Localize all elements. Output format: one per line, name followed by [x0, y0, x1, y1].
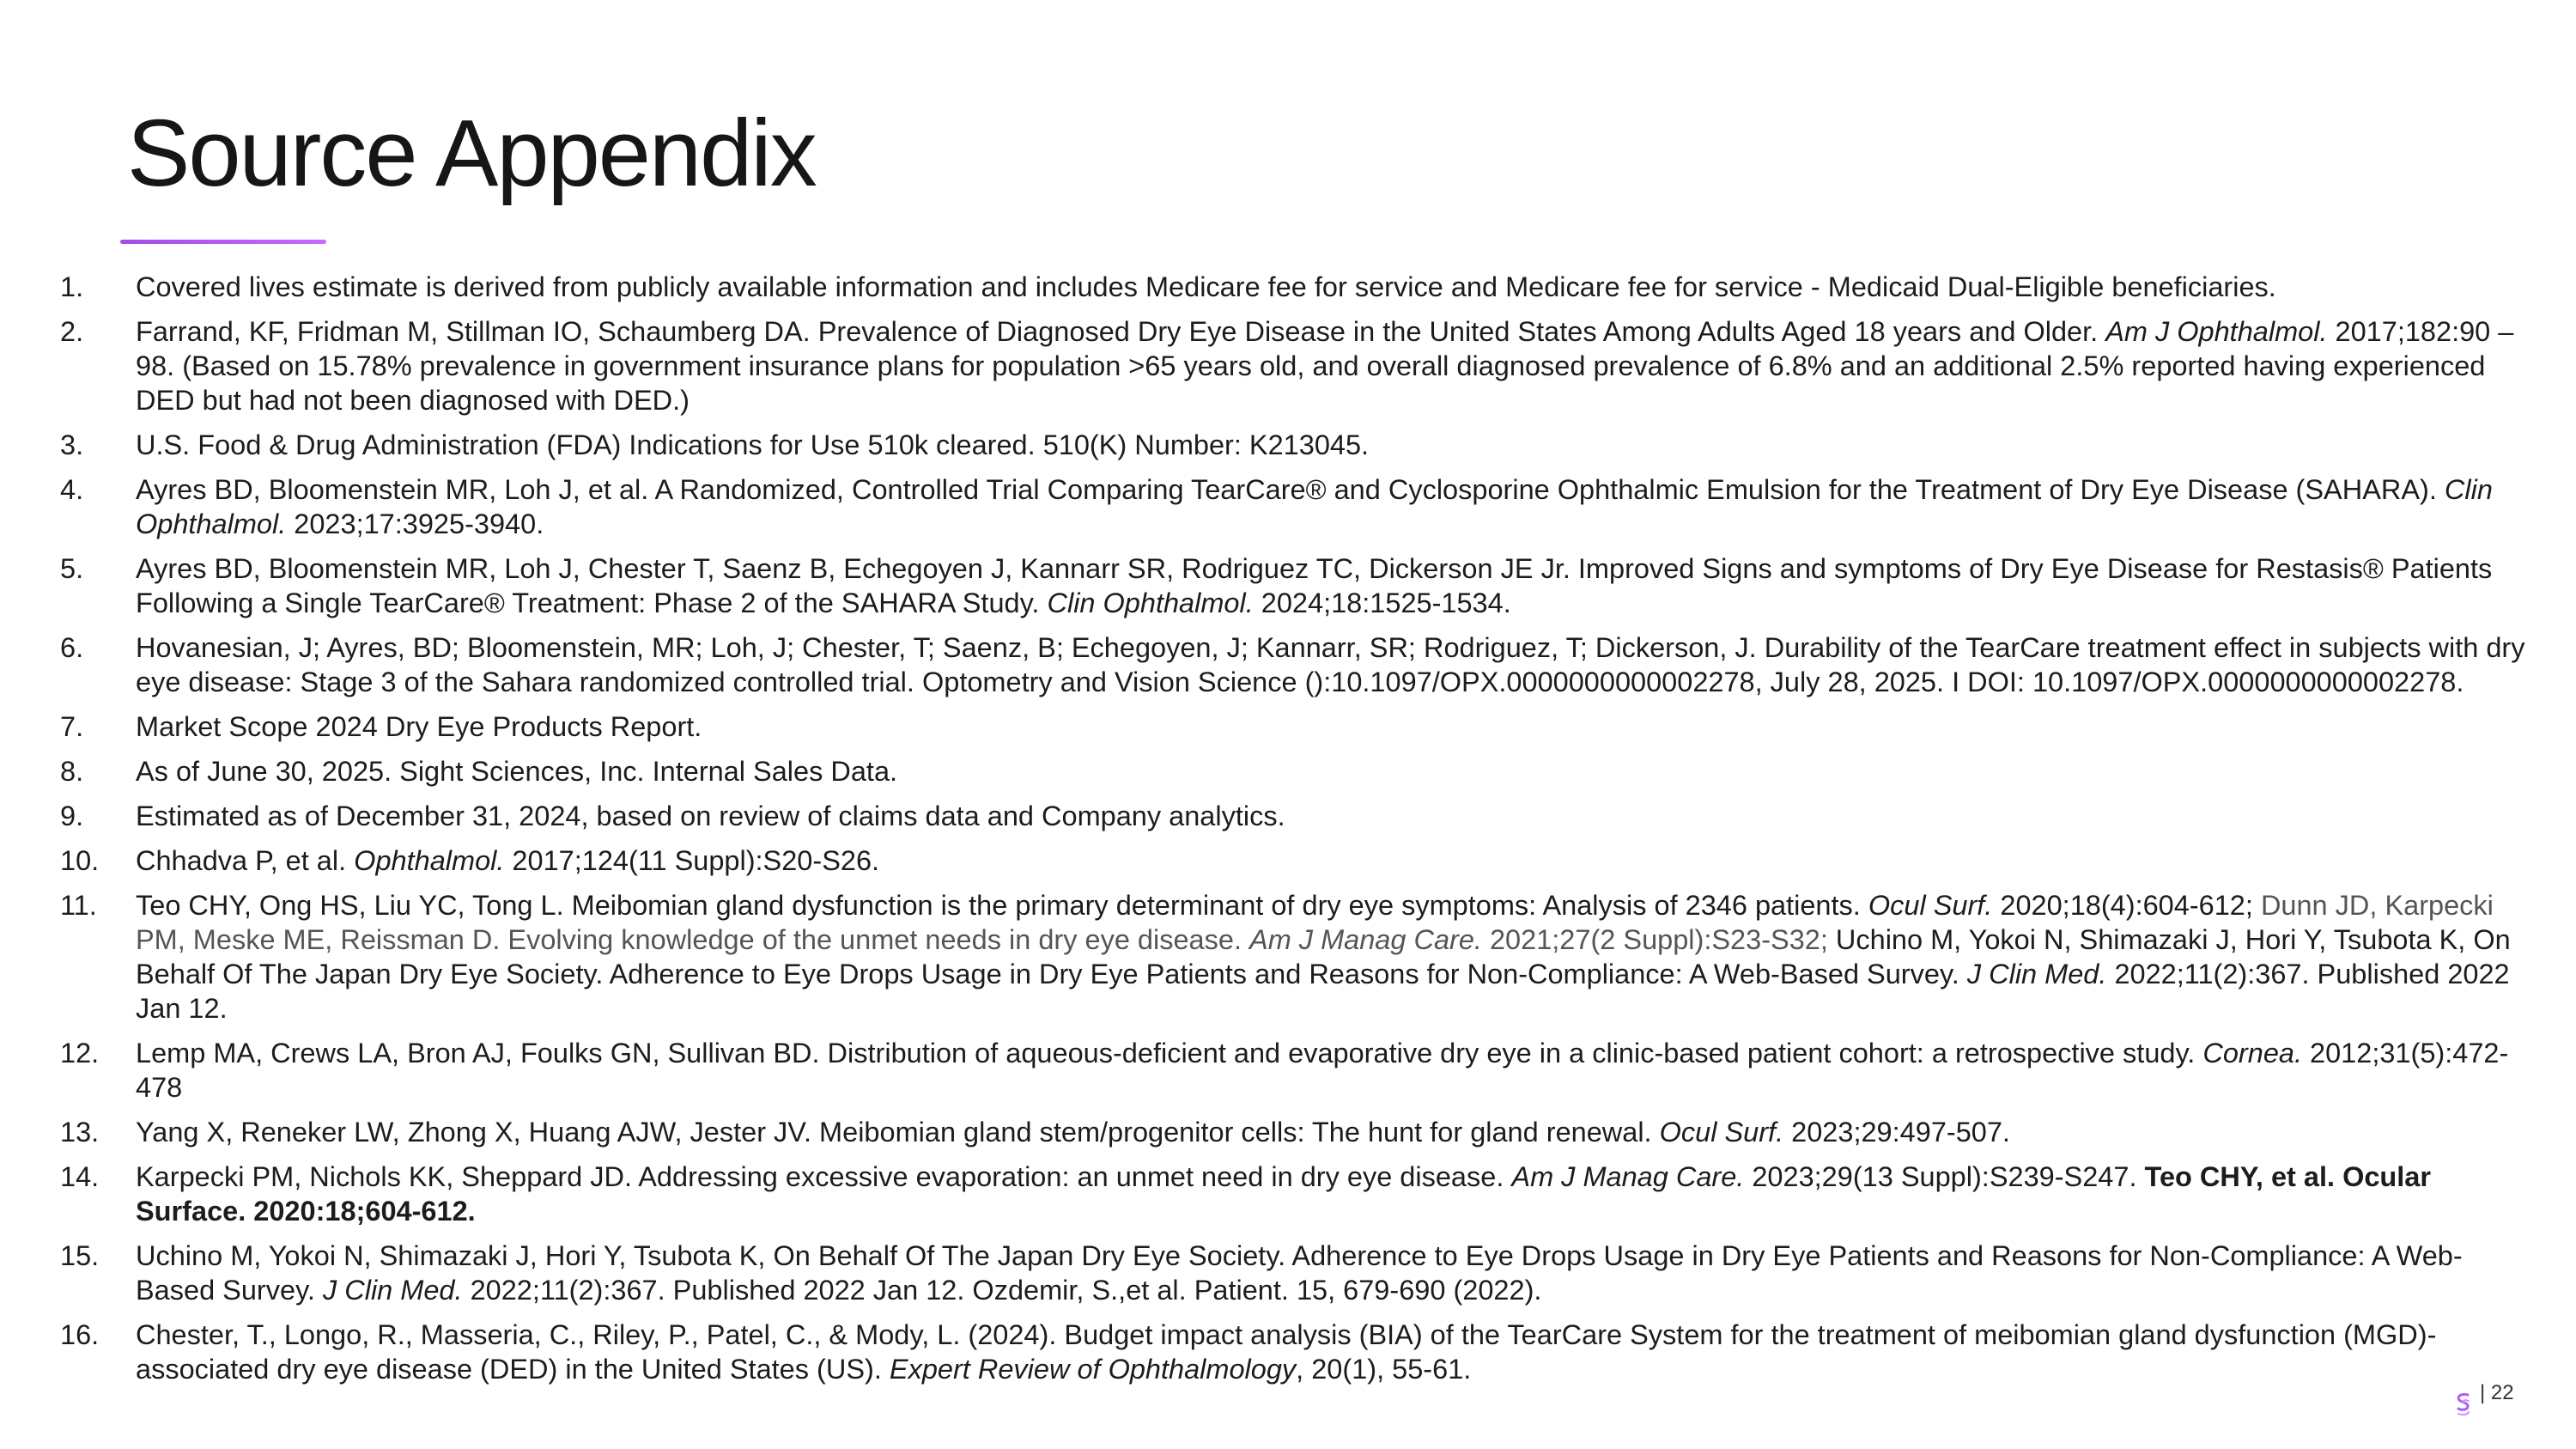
reference-segment: Ayres BD, Bloomenstein MR, Loh J, Chester T, Saenz B, Echegoyen J, Kannarr SR, Rodriguez TC, Dickerson JE Jr. Improved Signs and symptoms of Dry Eye Disease for Restasis® Patients Following a Single TearCare® Treatment: Phase 2 of the SAHARA Study.	[136, 553, 2493, 618]
reference-number: 2.	[60, 316, 84, 347]
reference-number: 11.	[60, 890, 97, 921]
reference-number: 7.	[60, 711, 84, 742]
reference-item	[60, 551, 2533, 620]
reference-number: 13.	[60, 1117, 100, 1148]
journal-name: Expert Review of Ophthalmology	[889, 1354, 1297, 1385]
reference-segment: 2024;18:1525-1534.	[1253, 588, 1511, 618]
reference-item	[60, 754, 2533, 788]
reference-number: 6.	[60, 632, 84, 663]
reference-segment: Yang X, Reneker LW, Zhong X, Huang AJW, Jester JV. Meibomian gland stem/progenitor cells: The hunt for gland renewal.	[136, 1117, 1660, 1148]
reference-text	[136, 428, 2533, 462]
journal-name: Ophthalmol.	[354, 845, 505, 876]
reference-item	[60, 428, 2533, 462]
reference-number: 1.	[60, 271, 84, 302]
reference-text	[136, 270, 2533, 304]
reference-text	[136, 888, 2533, 1026]
reference-segment: Estimated as of December 31, 2024, based on review of claims data and Company analytics.	[136, 801, 1285, 831]
reference-item	[60, 472, 2533, 541]
reference-segment: , 20(1), 55-61.	[1296, 1354, 1472, 1385]
journal-name: Am J Manag Care.	[1511, 1161, 1745, 1192]
reference-segment: Teo CHY, Ong HS, Liu YC, Tong L. Meibomian gland dysfunction is the primary determinant of dry eye symptoms: Analysis of 2346 patients.	[136, 890, 1868, 921]
reference-text	[136, 630, 2533, 699]
reference-number: 5.	[60, 553, 84, 584]
reference-segment: Hovanesian, J; Ayres, BD; Bloomenstein, MR; Loh, J; Chester, T; Saenz, B; Echegoyen, J; Kannarr, SR; Rodriguez, T; Dickerson, J. Durability of the TearCare treatment effect in subjects with dry eye disease: Stage 3 of the Sahara randomized controlled trial. Optometry and Vision Science ():10.1097/OPX.0000000000002278, July 28, 2025. I DOI: 10.1097/OPX.0000000000002278.	[136, 632, 2525, 697]
reference-segment: 2022;11(2):367. Published 2022 Jan 12.	[136, 959, 2510, 1024]
journal-name: Clin Ophthalmol.	[1047, 588, 1254, 618]
reference-text	[136, 709, 2533, 744]
reference-segment: Lemp MA, Crews LA, Bron AJ, Foulks GN, Sullivan BD. Distribution of aqueous-deficient and evaporative dry eye in a clinic-based patient cohort: a retrospective study.	[136, 1038, 2203, 1068]
reference-number: 15.	[60, 1240, 100, 1271]
reference-text	[136, 1160, 2533, 1228]
reference-text	[136, 1115, 2533, 1149]
reference-segment: Karpecki PM, Nichols KK, Sheppard JD. Addressing excessive evaporation: an unmet need in dry eye disease.	[136, 1161, 1512, 1192]
reference-segment: 2022;11(2):367. Published 2022 Jan 12. Ozdemir, S.,et al. Patient. 15, 679-690 (2022).	[462, 1275, 1542, 1306]
reference-segment: 2012;31(5):472-478	[136, 1038, 2509, 1103]
reference-segment: Teo CHY, et al. Ocular Surface. 2020:18;604-612.	[136, 1161, 2432, 1227]
reference-item	[60, 1239, 2533, 1307]
reference-text	[136, 1318, 2533, 1386]
journal-name: Ocul Surf.	[1868, 890, 1993, 921]
reference-segment: Ayres BD, Bloomenstein MR, Loh J, et al. A Randomized, Controlled Trial Comparing TearCare® and Cyclosporine Ophthalmic Emulsion for the Treatment of Dry Eye Disease (SAHARA).	[136, 474, 2445, 505]
journal-name: Am J Manag Care.	[1249, 924, 1482, 955]
reference-text	[136, 472, 2533, 541]
reference-text	[136, 551, 2533, 620]
page-number: | 22	[2480, 1381, 2514, 1404]
reference-segment: Market Scope 2024 Dry Eye Products Report.	[136, 711, 702, 742]
reference-number: 8.	[60, 756, 84, 787]
reference-item	[60, 270, 2533, 304]
journal-name: J Clin Med.	[1966, 959, 2107, 989]
page-title: Source Appendix	[127, 100, 816, 206]
reference-segment: Uchino M, Yokoi N, Shimazaki J, Hori Y, Tsubota K, On Behalf Of The Japan Dry Eye Society. Adherence to Eye Drops Usage in Dry Eye Patients and Reasons for Non-Compliance: A Web-Based Survey.	[136, 924, 2511, 989]
reference-number: 9.	[60, 801, 84, 831]
reference-text	[136, 754, 2533, 788]
reference-segment: 2023;29:497-507.	[1783, 1117, 2010, 1148]
journal-name: Cornea.	[2202, 1038, 2302, 1068]
journal-name: Am J Ophthalmol.	[2105, 316, 2328, 347]
reference-item	[60, 630, 2533, 699]
reference-segment: 2020;18(4):604-612;	[1992, 890, 2261, 921]
reference-number: 16.	[60, 1319, 100, 1350]
reference-segment: 2023;17:3925-3940.	[286, 508, 544, 539]
reference-item	[60, 1036, 2533, 1105]
reference-number: 4.	[60, 474, 84, 505]
reference-number: 10.	[60, 845, 100, 876]
reference-item	[60, 799, 2533, 833]
journal-name: Clin Ophthalmol.	[136, 474, 2493, 539]
reference-segment: As of June 30, 2025. Sight Sciences, Inc. Internal Sales Data.	[136, 756, 898, 787]
reference-item	[60, 843, 2533, 878]
reference-number: 12.	[60, 1038, 100, 1068]
reference-segment: U.S. Food & Drug Administration (FDA) Indications for Use 510k cleared. 510(K) Number: K213045.	[136, 429, 1370, 460]
reference-item	[60, 1318, 2533, 1386]
reference-number: 3.	[60, 429, 84, 460]
reference-segment: 2023;29(13 Suppl):S239-S247.	[1744, 1161, 2145, 1192]
reference-segment: Chester, T., Longo, R., Masseria, C., Riley, P., Patel, C., & Mody, L. (2024). Budget impact analysis (BIA) of the TearCare System for the treatment of meibomian gland dysfunction (MGD)-associated dry eye disease (DED) in the United States (US).	[136, 1319, 2437, 1385]
reference-text	[136, 1036, 2533, 1105]
reference-list	[60, 270, 2533, 1397]
reference-segment: Covered lives estimate is derived from publicly available information and includes Medicare fee for service and Medicare fee for service - Medicaid Dual-Eligible beneficiaries.	[136, 271, 2276, 302]
title-underline-accent	[120, 240, 326, 244]
journal-name: Ocul Surf.	[1659, 1117, 1784, 1148]
reference-item	[60, 709, 2533, 744]
reference-text	[136, 799, 2533, 833]
reference-item	[60, 314, 2533, 417]
sight-sciences-logo-icon	[2454, 1391, 2473, 1417]
reference-text	[136, 1239, 2533, 1307]
reference-item	[60, 1160, 2533, 1228]
reference-item	[60, 888, 2533, 1026]
reference-segment: Farrand, KF, Fridman M, Stillman IO, Schaumberg DA. Prevalence of Diagnosed Dry Eye Disease in the United States Among Adults Aged 18 years and Older.	[136, 316, 2106, 347]
reference-segment: Chhadva P, et al.	[136, 845, 355, 876]
reference-item	[60, 1115, 2533, 1149]
reference-segment: 2021;27(2 Suppl):S23-S32;	[1481, 924, 1828, 955]
reference-segment: Dunn JD, Karpecki PM, Meske ME, Reissman D. Evolving knowledge of the unmet needs in dry eye disease.	[136, 890, 2494, 955]
reference-segment: 2017;182:90 – 98. (Based on 15.78% prevalence in government insurance plans for population >65 years old, and overall diagnosed prevalence of 6.8% and an additional 2.5% reported having experienced DED but had not been diagnosed with DED.)	[136, 316, 2514, 416]
reference-text	[136, 314, 2533, 417]
reference-segment: 2017;124(11 Suppl):S20-S26.	[504, 845, 880, 876]
reference-text	[136, 843, 2533, 878]
journal-name: J Clin Med.	[322, 1275, 463, 1306]
reference-number: 14.	[60, 1161, 100, 1192]
reference-segment: Uchino M, Yokoi N, Shimazaki J, Hori Y, Tsubota K, On Behalf Of The Japan Dry Eye Society. Adherence to Eye Drops Usage in Dry Eye Patients and Reasons for Non-Compliance: A Web-Based Survey.	[136, 1240, 2463, 1306]
